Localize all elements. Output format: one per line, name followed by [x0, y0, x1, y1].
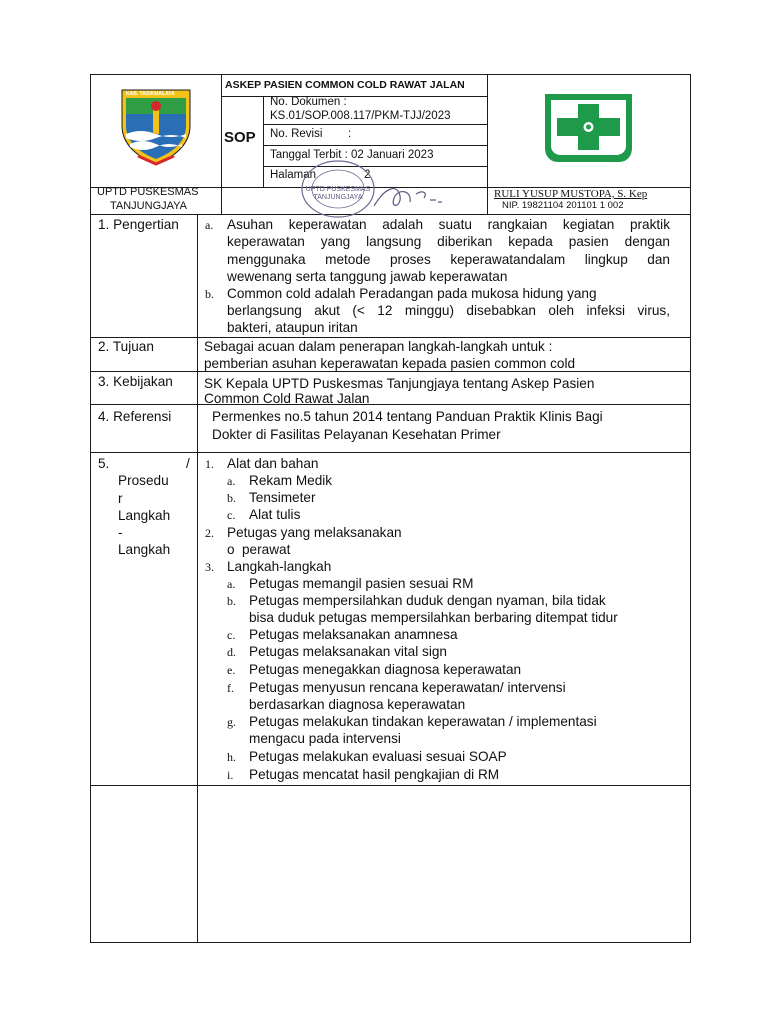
stamp-text: UPTD PUSKESMAS TANJUNGJAYA [305, 186, 371, 201]
kebijakan-line: Common Cold Rawat Jalan [204, 391, 370, 406]
kabupaten-logo [116, 86, 196, 166]
no-dokumen-label: No. Dokumen : [270, 96, 347, 108]
sub-marker: a. [227, 577, 236, 591]
sub-item: Petugas melaksanakan anamnesa [249, 627, 458, 642]
tujuan-label: 2. Tujuan [98, 339, 154, 354]
referensi-line: Permenkes no.5 tahun 2014 tentang Panduan Praktik Klinis Bagi [212, 409, 603, 424]
tanggal-terbit: Tanggal Terbit : 02 Januari 2023 [270, 149, 434, 161]
halaman-value: 2 [364, 169, 371, 181]
step-title: Langkah-langkah [227, 559, 332, 574]
tujuan-line: pemberian asuhan keperawatan kepada pasien common cold [204, 356, 576, 371]
sop-label: SOP [224, 129, 256, 146]
pengertian-a-line: menggunaka metode proses keperawatandalam lingkup dan [227, 252, 670, 267]
org-name-line1: UPTD PUSKESMAS [97, 186, 199, 198]
sub-item: mengacu pada intervensi [249, 731, 401, 746]
sub-item: Petugas menyusun rencana keperawatan/ intervensi [249, 680, 566, 695]
pengertian-a-line: keperawatan yang langsung diberikan kepada pasien dengan [227, 234, 670, 249]
referensi-line: Dokter di Fasilitas Pelayanan Kesehatan Primer [212, 427, 501, 442]
org-name-line2: TANJUNGJAYA [110, 200, 188, 212]
sub-item: Petugas mencatat hasil pengkajian di RM [249, 767, 500, 782]
step-number: 3. [205, 560, 214, 574]
signature [372, 180, 452, 214]
sub-marker: c. [227, 508, 236, 522]
sub-marker: i. [227, 768, 234, 782]
signer-nip: NIP. 19821104 201101 1 002 [502, 200, 624, 211]
step-title: Petugas yang melaksanakan [227, 525, 402, 540]
step-title: Alat dan bahan [227, 456, 319, 471]
prosedur-label-slash: / [186, 456, 190, 471]
sub-item: Rekam Medik [249, 473, 333, 488]
sub-item: Petugas memangil pasien sesuai RM [249, 576, 474, 591]
sub-item: Petugas menegakkan diagnosa keperawatan [249, 662, 522, 677]
pengertian-a-marker: a. [205, 218, 214, 232]
pengertian-label: 1. Pengertian [98, 217, 179, 232]
sub-marker: f. [227, 681, 234, 695]
pengertian-a-line: Asuhan keperawatan adalah suatu rangkaian kegiatan praktik [227, 217, 670, 232]
document-title: ASKEP PASIEN COMMON COLD RAWAT JALAN [225, 79, 465, 91]
sub-item: Alat tulis [249, 507, 301, 522]
logo-text: KAB. TASIKMALAYA [126, 91, 175, 97]
halaman-label: Halaman [270, 169, 317, 181]
prosedur-label-number: 5. [98, 456, 110, 471]
puskesmas-logo-icon [541, 92, 636, 164]
sub-item: Petugas melakukan tindakan keperawatan / implementasi [249, 714, 597, 729]
sub-marker: h. [227, 750, 236, 764]
sub-marker: d. [227, 645, 236, 659]
pengertian-b-line: bakteri, ataupun iritan [227, 320, 358, 335]
prosedur-label-line: Prosedu [118, 473, 169, 488]
no-dokumen-value: KS.01/SOP.008.117/PKM-TJJ/2023 [270, 110, 451, 122]
step-number: 2. [205, 526, 214, 540]
pengertian-a-line: wewenang serta tanggung jawab keperawatan [227, 269, 508, 284]
sub-marker: e. [227, 663, 236, 677]
pengertian-b-line: Common cold adalah Peradangan pada mukosa hidung yang [227, 286, 597, 301]
referensi-label: 4. Referensi [98, 409, 172, 424]
sub-item: Petugas melakukan evaluasi sesuai SOAP [249, 749, 507, 764]
step-number: 1. [205, 457, 214, 471]
sub-marker: a. [227, 474, 236, 488]
sub-item: perawat [242, 542, 291, 557]
sub-marker: b. [227, 594, 236, 608]
sub-item: Tensimeter [249, 490, 316, 505]
sub-item: Petugas melaksanakan vital sign [249, 644, 447, 659]
sub-item: berdasarkan diagnosa keperawatan [249, 697, 466, 712]
signer-name: RULI YUSUP MUSTOPA, S. Kep [494, 188, 648, 200]
prosedur-label-line: Langkah [118, 542, 171, 557]
prosedur-label-line: r [118, 491, 123, 506]
no-revisi: No. Revisi : [270, 128, 352, 140]
sub-marker: c. [227, 628, 236, 642]
prosedur-label-line: Langkah [118, 508, 171, 523]
kebijakan-label: 3. Kebijakan [98, 374, 173, 389]
sub-item: bisa duduk petugas mempersilahkan berbaring ditempat tidur [249, 610, 618, 625]
prosedur-label-line: - [118, 525, 123, 540]
kebijakan-line: SK Kepala UPTD Puskesmas Tanjungjaya tentang Askep Pasien [204, 376, 595, 391]
tujuan-line: Sebagai acuan dalam penerapan langkah-langkah untuk : [204, 339, 553, 354]
sub-marker: o [227, 542, 235, 557]
pengertian-b-marker: b. [205, 287, 214, 301]
pengertian-b-line: berlangsung akut (< 12 minggu) disebabkan oleh infeksi virus, [227, 303, 670, 318]
sub-marker: g. [227, 715, 236, 729]
sub-marker: b. [227, 491, 236, 505]
sub-item: Petugas mempersilahkan duduk dengan nyaman, bila tidak [249, 593, 606, 608]
